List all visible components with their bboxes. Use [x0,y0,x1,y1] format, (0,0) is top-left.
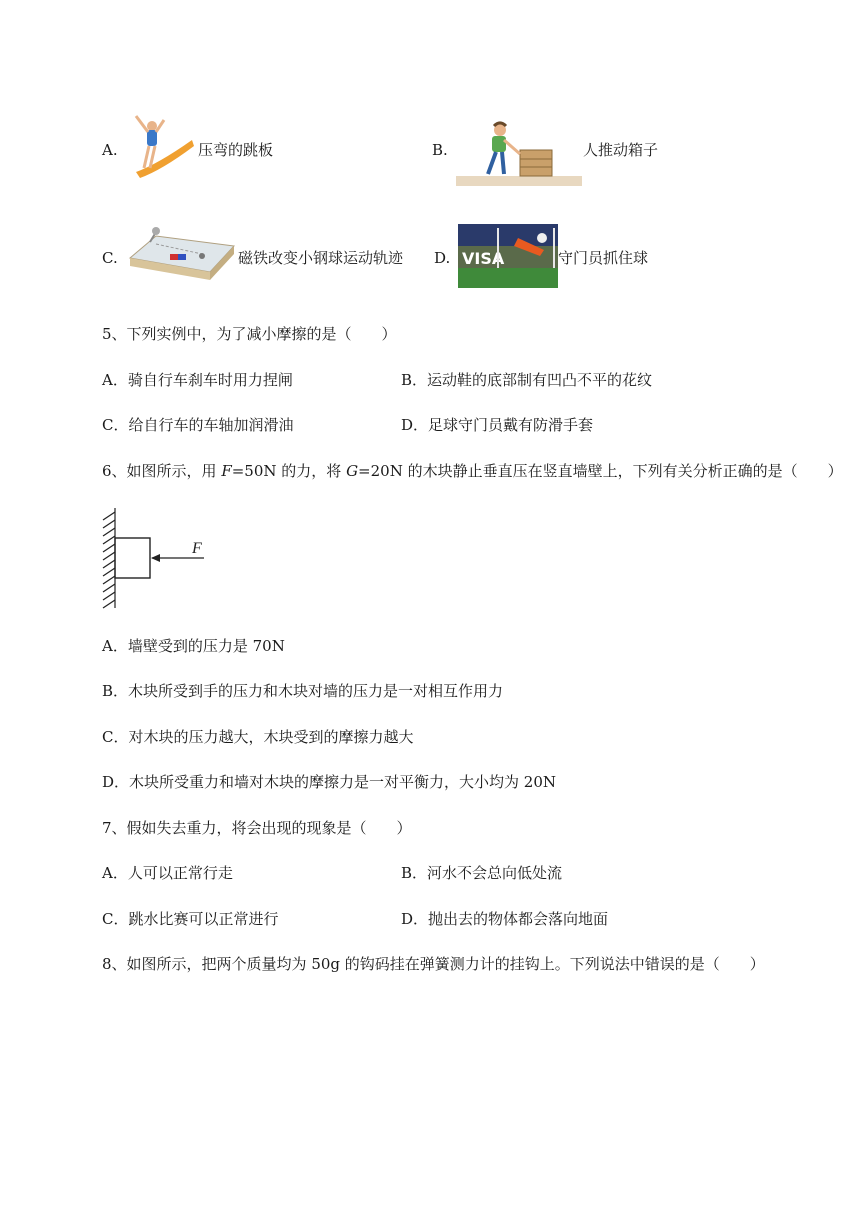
q6-option-d: D．木块所受重力和墙对木块的摩擦力是一对平衡力，大小均为 20N [102,773,557,791]
force-label: F [192,540,202,557]
q6-var-g: G [346,462,359,480]
q7-option-d: D．抛出去的物体都会落向地面 [401,910,609,928]
question-5-stem: 5、下列实例中，为了减小摩擦的是（ ） [102,325,397,343]
option-letter-b: B. [432,141,448,159]
q6-var-f: F [221,462,232,480]
question-8-stem: 8、如图所示，把两个质量均为 50g 的钩码挂在弹簧测力计的挂钩上。下列说法中错误的是（ ） [102,955,765,973]
option-text-c: 磁铁改变小钢球运动轨迹 [238,249,404,267]
q6-stem-part1: 6、如图所示，用 [102,462,222,480]
option-letter-d: D. [434,249,451,267]
goalkeeper-catching-ball-image [458,224,558,288]
q6-stem-part2: =50N 的力，将 [231,462,347,480]
question-6-stem [102,461,843,481]
q5-option-b: B．运动鞋的底部制有凹凸不平的花纹 [401,371,653,389]
question-7-stem: 7、假如失去重力，将会出现的现象是（ ） [102,819,412,837]
option-letter-c: C. [102,249,118,267]
option-text-d: 守门员抓住球 [558,249,649,267]
q7-option-b: B．河水不会总向低处流 [401,864,563,882]
q6-option-a: A．墙壁受到的压力是 70N [102,637,285,655]
q7-option-a: A．人可以正常行走 [102,864,233,882]
person-pushing-box-image [456,118,584,188]
option-text-b: 人推动箱子 [583,141,659,159]
wall-hatching [103,508,115,608]
q5-option-a: A．骑自行车刹车时用力捏闸 [102,371,293,389]
q5-option-c: C．给自行车的车轴加润滑油 [102,416,294,434]
option-letter-a: A. [102,141,118,159]
force-arrowhead [151,554,160,562]
q6-option-b: B．木块所受到手的压力和木块对墙的压力是一对相互作用力 [102,682,504,700]
visa-banner-text: VISA [462,249,505,268]
wall-block-force-diagram [98,506,213,610]
q5-option-d: D．足球守门员戴有防滑手套 [401,416,594,434]
q6-stem-part3: =20N 的木块静止垂直压在竖直墙壁上，下列有关分析正确的是（ ） [358,462,843,480]
q7-option-c: C．跳水比赛可以正常进行 [102,910,279,928]
option-text-a: 压弯的跳板 [198,141,274,159]
q6-option-c: C．对木块的压力越大，木块受到的摩擦力越大 [102,728,414,746]
wooden-block [115,538,150,578]
magnet-steel-ball-image [126,224,236,286]
diving-board-image [128,112,198,180]
